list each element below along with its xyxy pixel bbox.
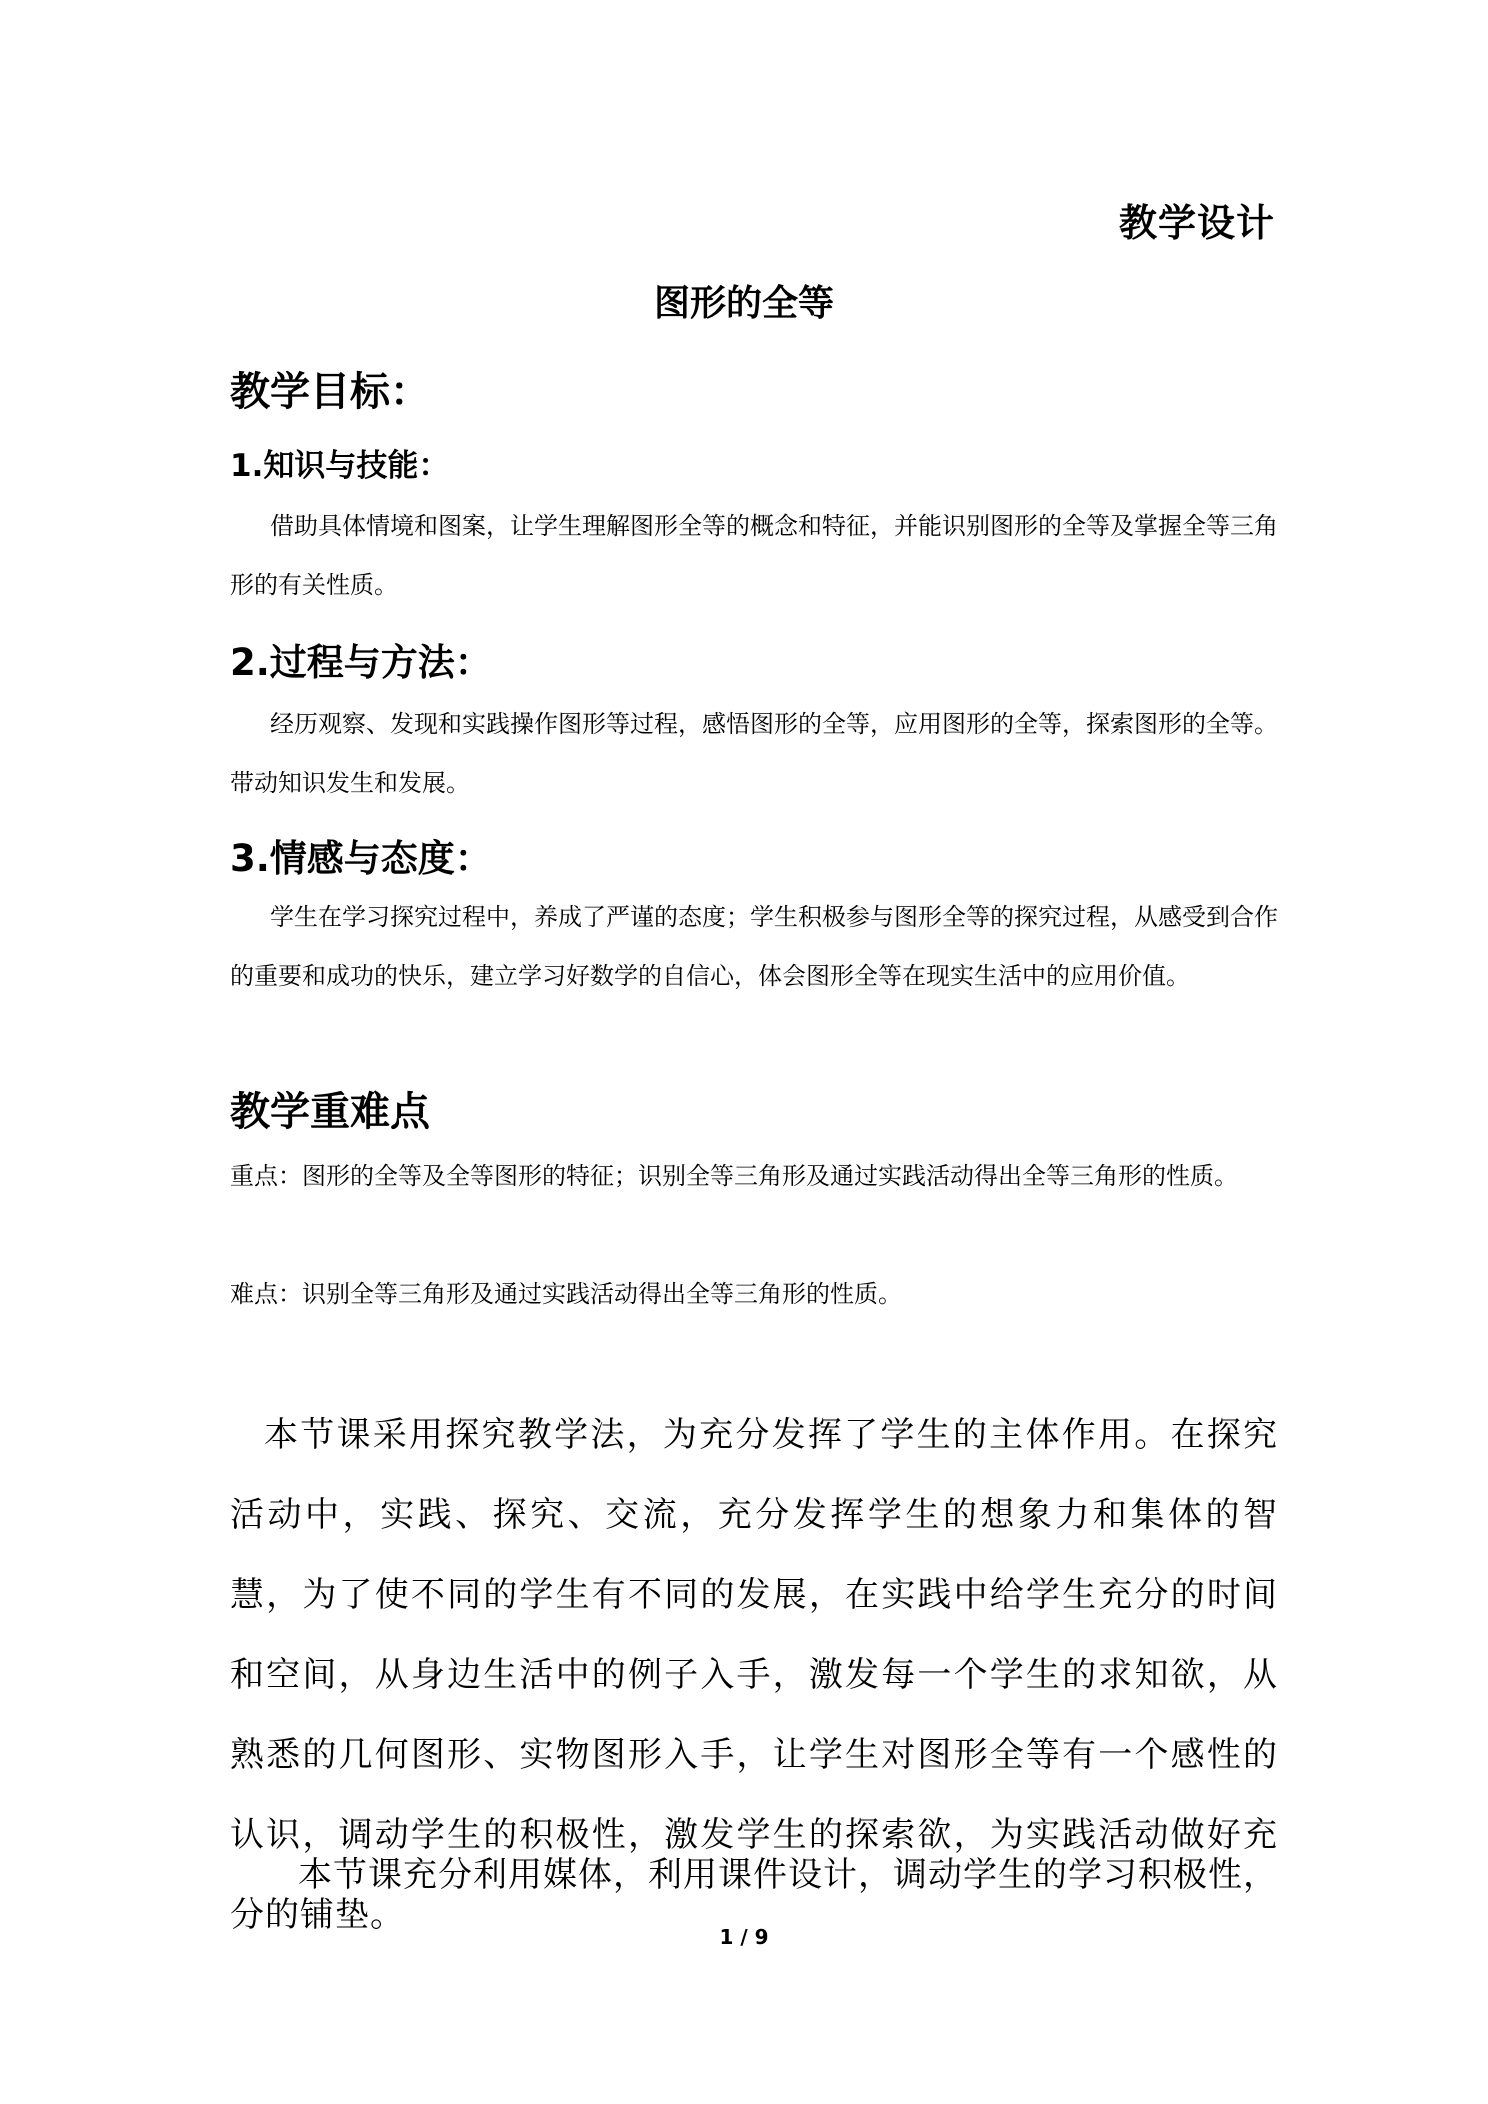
emotion-attitude-heading: 3.情感与态度： bbox=[230, 837, 492, 880]
process-methods-text: 经历观察、发现和实践操作图形等过程，感悟图形的全等，应用图形的全等，探索图形的全等。带动知识发生和发展。 bbox=[230, 710, 1278, 797]
objectives-heading: 教学目标： bbox=[230, 369, 430, 415]
key-difficult-points-heading: 教学重难点 bbox=[230, 1089, 430, 1135]
key-point-text: 重点：图形的全等及全等图形的特征；识别全等三角形及通过实践活动得出全等三角形的性质。 bbox=[230, 1162, 1238, 1190]
knowledge-skills-heading: 1.知识与技能： bbox=[230, 448, 450, 484]
difficult-point-text: 难点：识别全等三角形及通过实践活动得出全等三角形的性质。 bbox=[230, 1280, 902, 1308]
process-methods-heading: 2.过程与方法： bbox=[230, 641, 492, 684]
document-type-heading: 教学设计 bbox=[1118, 201, 1275, 245]
page-number: 1 / 9 bbox=[719, 1925, 769, 1949]
media-use-paragraph: 本节课充分利用媒体，利用课件设计，调动学生的学习积极性， bbox=[298, 1855, 1278, 1895]
knowledge-skills-text: 借助具体情境和图案，让学生理解图形全等的概念和特征，并能识别图形的全等及掌握全等三角形的有关性质。 bbox=[230, 512, 1278, 599]
teaching-method-paragraph: 本节课采用探究教学法，为充分发挥了学生的主体作用。在探究活动中，实践、探究、交流，充分发挥学生的想象力和集体的智慧，为了使不同的学生有不同的发展，在实践中给学生充分的时间和空间，从身边生活中的例子入手，激发每一个学生的求知欲，从熟悉的几何图形、实物图形入手，让学生对图形全等有一个感性的认识，调动学生的积极性，激发学生的探索欲，为实践活动做好充分的铺垫。 bbox=[230, 1415, 1278, 1935]
document-title: 图形的全等 bbox=[653, 283, 834, 324]
emotion-attitude-text: 学生在学习探究过程中，养成了严谨的态度；学生积极参与图形全等的探究过程，从感受到合作的重要和成功的快乐，建立学习好数学的自信心，体会图形全等在现实生活中的应用价值。 bbox=[230, 903, 1278, 990]
